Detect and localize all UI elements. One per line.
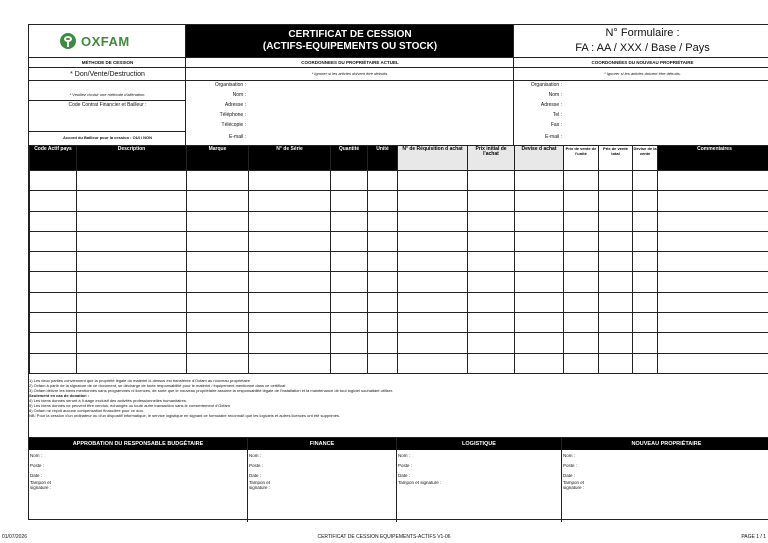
column-header: Prix de vente de l'unité xyxy=(564,146,599,171)
approval-field[interactable]: signature : xyxy=(30,485,52,490)
note-line: 6) Oxfam ne reçoit aucune compensation financière pour ce don. xyxy=(29,408,144,413)
table-cell[interactable] xyxy=(30,171,77,191)
table-cell[interactable] xyxy=(77,313,187,333)
column-header: Prix de vente total xyxy=(599,146,633,171)
table-row xyxy=(30,313,768,333)
note-line: 1) Les deux parties conviennent que la propriété légale du matériel ci-dessus est transférée d'Oxfam au nouveau propriétaire xyxy=(29,378,251,383)
table-cell[interactable] xyxy=(468,313,515,333)
table-cell[interactable] xyxy=(564,191,599,211)
table-cell[interactable] xyxy=(368,252,398,272)
table-cell[interactable] xyxy=(599,313,633,333)
table-cell[interactable] xyxy=(398,313,468,333)
current-owner-field[interactable]: Nom : xyxy=(232,92,246,98)
new-owner-title: COORDONNÉES DU NOUVEAU PROPRIÉTAIRE xyxy=(591,59,694,65)
table-cell[interactable] xyxy=(249,252,331,272)
table-cell[interactable] xyxy=(515,231,564,251)
column-header: Commentaires xyxy=(658,146,768,171)
table-cell[interactable] xyxy=(564,353,599,373)
table-cell[interactable] xyxy=(398,333,468,353)
approval-field[interactable]: Poste : xyxy=(398,463,413,468)
form-number-value: FA : AA / XXX / Base / Pays xyxy=(575,42,710,54)
table-row xyxy=(30,333,768,353)
approval-field[interactable]: Date : xyxy=(398,473,411,478)
page-title: CERTIFICAT DE CESSION xyxy=(288,29,412,40)
column-header: Quantité xyxy=(331,146,368,171)
new-owner-hint: * Ignorer si les articles doivent être détruits. xyxy=(604,71,681,76)
table-row xyxy=(30,292,768,312)
approval-field[interactable]: Tampon et xyxy=(563,480,585,485)
table-cell[interactable] xyxy=(468,211,515,231)
approval-field[interactable]: Tampon et signature : xyxy=(398,480,442,485)
table-cell[interactable] xyxy=(331,171,368,191)
table-row xyxy=(30,252,768,272)
table-cell[interactable] xyxy=(398,211,468,231)
table-cell[interactable] xyxy=(658,353,768,373)
column-header: Code Actif pays xyxy=(30,146,77,171)
table-cell[interactable] xyxy=(633,353,658,373)
table-cell[interactable] xyxy=(564,272,599,292)
table-cell[interactable] xyxy=(30,211,77,231)
note-line: 4) Les biens donnés seront à l'usage exclusif des activités professionnelles humanitaires. xyxy=(29,398,187,403)
table-cell[interactable] xyxy=(633,292,658,312)
table-cell[interactable] xyxy=(368,191,398,211)
method-hint: * Veuillez choisir une méthode d'aliénation. xyxy=(69,92,146,97)
table-cell[interactable] xyxy=(187,313,249,333)
table-cell[interactable] xyxy=(368,272,398,292)
table-cell[interactable] xyxy=(368,292,398,312)
table-cell[interactable] xyxy=(187,191,249,211)
table-cell[interactable] xyxy=(77,171,187,191)
approval-field[interactable]: Date : xyxy=(30,473,43,478)
table-cell[interactable] xyxy=(30,231,77,251)
table-cell[interactable] xyxy=(249,211,331,231)
table-cell[interactable] xyxy=(368,313,398,333)
table-cell[interactable] xyxy=(331,313,368,333)
current-owner-field[interactable]: Téléphone : xyxy=(219,112,246,118)
table-cell[interactable] xyxy=(368,353,398,373)
table-cell[interactable] xyxy=(599,292,633,312)
table-cell[interactable] xyxy=(249,333,331,353)
table-cell[interactable] xyxy=(398,272,468,292)
table-cell[interactable] xyxy=(331,292,368,312)
approval-field[interactable]: Date : xyxy=(563,473,576,478)
column-header: Description xyxy=(77,146,187,171)
table-row xyxy=(30,231,768,251)
table-cell[interactable] xyxy=(77,292,187,312)
table-cell[interactable] xyxy=(30,353,77,373)
table-cell[interactable] xyxy=(564,171,599,191)
approval-title: APPROBATION DU RESPONSABLE BUDGÉTAIRE xyxy=(29,438,247,450)
table-cell[interactable] xyxy=(398,231,468,251)
table-cell[interactable] xyxy=(249,272,331,292)
note-line: 3) Oxfam délivre les biens mentionnés sans programmes ni licences, de sorte que le nouveau propriétaire assume la responsabilité légale de l'installation et la maintenance de tout logiciel souhaitant utiliser. xyxy=(29,388,394,393)
note-line: 2) Oxfam à partir de la signature de ce document, se décharge de toute responsabilité pour le matériel / équipement mentionné dans ce certificat . xyxy=(29,383,288,388)
current-owner-field[interactable]: E-mail : xyxy=(229,134,246,140)
approval-title: FINANCE xyxy=(248,438,396,450)
method-title: MÉTHODE DE CESSION xyxy=(81,59,134,65)
form-number-cell xyxy=(514,25,768,58)
table-cell[interactable] xyxy=(515,272,564,292)
table-cell[interactable] xyxy=(468,252,515,272)
oxfam-logo-icon xyxy=(60,33,76,49)
table-cell[interactable] xyxy=(187,333,249,353)
table-cell[interactable] xyxy=(515,171,564,191)
table-row xyxy=(30,272,768,292)
table-cell[interactable] xyxy=(599,171,633,191)
terms-notes xyxy=(29,378,768,418)
table-cell[interactable] xyxy=(564,292,599,312)
table-cell[interactable] xyxy=(658,191,768,211)
certificate-form xyxy=(28,24,768,520)
table-cell[interactable] xyxy=(187,171,249,191)
table-cell[interactable] xyxy=(564,211,599,231)
table-cell[interactable] xyxy=(187,252,249,272)
table-cell[interactable] xyxy=(515,333,564,353)
table-cell[interactable] xyxy=(658,333,768,353)
current-owner-field[interactable]: Adresse : xyxy=(224,102,246,108)
table-row xyxy=(30,191,768,211)
column-header: Unité xyxy=(368,146,398,171)
approval-budget xyxy=(29,438,248,522)
table-cell[interactable] xyxy=(633,211,658,231)
table-row xyxy=(30,353,768,373)
table-cell[interactable] xyxy=(187,211,249,231)
footer-date: 01/07/2026 xyxy=(2,534,28,540)
table-cell[interactable] xyxy=(468,272,515,292)
table-cell[interactable] xyxy=(77,252,187,272)
approvals-section xyxy=(29,437,768,521)
table-cell[interactable] xyxy=(368,211,398,231)
current-owner-field[interactable]: Organisation : xyxy=(214,82,246,88)
column-header: Devise de la vente xyxy=(633,146,658,171)
new-owner-block xyxy=(514,58,768,145)
table-cell[interactable] xyxy=(77,191,187,211)
table-cell[interactable] xyxy=(658,231,768,251)
table-cell[interactable] xyxy=(187,272,249,292)
table-cell[interactable] xyxy=(249,292,331,312)
table-cell[interactable] xyxy=(30,252,77,272)
logo-cell xyxy=(29,25,186,58)
table-cell[interactable] xyxy=(599,231,633,251)
table-cell[interactable] xyxy=(398,252,468,272)
table-cell[interactable] xyxy=(331,353,368,373)
brand-name: OXFAM xyxy=(81,34,130,49)
column-header: N° de Réquisition d achat xyxy=(398,146,468,171)
table-cell[interactable] xyxy=(658,211,768,231)
table-cell[interactable] xyxy=(468,171,515,191)
table-cell[interactable] xyxy=(633,313,658,333)
page-subtitle: (ACTIFS-EQUIPEMENTS OU STOCK) xyxy=(262,41,438,52)
table-cell[interactable] xyxy=(515,191,564,211)
approval-field[interactable]: Nom : xyxy=(30,453,43,458)
method-value[interactable]: * Don/Vente/Destruction xyxy=(70,71,145,78)
current-owner-block xyxy=(186,58,514,145)
table-cell[interactable] xyxy=(633,191,658,211)
table-cell[interactable] xyxy=(633,272,658,292)
form-number-label: N° Formulaire : xyxy=(605,27,680,39)
table-cell[interactable] xyxy=(77,211,187,231)
approval-field[interactable]: Nom : xyxy=(249,453,262,458)
table-cell[interactable] xyxy=(249,191,331,211)
table-cell[interactable] xyxy=(515,313,564,333)
table-cell[interactable] xyxy=(187,292,249,312)
table-cell[interactable] xyxy=(249,313,331,333)
table-cell[interactable] xyxy=(30,313,77,333)
table-cell[interactable] xyxy=(564,231,599,251)
current-owner-field[interactable]: Télécopie : xyxy=(221,122,246,128)
column-header: Prix initial de l'achat xyxy=(468,146,515,171)
table-cell[interactable] xyxy=(599,333,633,353)
table-cell[interactable] xyxy=(398,171,468,191)
new-owner-field[interactable]: Fax : xyxy=(550,122,562,128)
approval-finance xyxy=(248,438,397,522)
items-table xyxy=(29,145,768,374)
approval-new-owner xyxy=(562,438,768,522)
table-cell[interactable] xyxy=(331,191,368,211)
table-cell[interactable] xyxy=(599,272,633,292)
column-header: Devise d achat xyxy=(515,146,564,171)
table-cell[interactable] xyxy=(249,353,331,373)
table-cell[interactable] xyxy=(468,231,515,251)
footer-document: CERTIFICAT DE CESSION EQUIPEMENTS-ACTIFS V1-06 xyxy=(317,534,451,540)
approval-field[interactable]: Nom : xyxy=(398,453,411,458)
table-cell[interactable] xyxy=(187,353,249,373)
new-owner-field[interactable]: Adresse : xyxy=(540,102,562,108)
footer-page: PAGE 1 / 1 xyxy=(741,534,766,540)
table-cell[interactable] xyxy=(77,333,187,353)
approval-title: LOGISTIQUE xyxy=(397,438,561,450)
table-cell[interactable] xyxy=(77,272,187,292)
table-cell[interactable] xyxy=(468,353,515,373)
table-cell[interactable] xyxy=(30,272,77,292)
table-cell[interactable] xyxy=(658,252,768,272)
table-cell[interactable] xyxy=(599,252,633,272)
table-row xyxy=(30,211,768,231)
approval-logistics xyxy=(397,438,562,522)
table-cell[interactable] xyxy=(633,252,658,272)
new-owner-field[interactable]: Organisation : xyxy=(530,82,562,88)
table-cell[interactable] xyxy=(30,191,77,211)
column-header: N° de Série xyxy=(249,146,331,171)
note-line: Seulement en cas de donation : xyxy=(29,393,90,398)
table-cell[interactable] xyxy=(398,292,468,312)
table-cell[interactable] xyxy=(564,333,599,353)
table-cell[interactable] xyxy=(77,353,187,373)
approval-field[interactable]: Poste : xyxy=(563,463,578,468)
new-owner-field[interactable]: Nom : xyxy=(548,92,562,98)
table-cell[interactable] xyxy=(249,231,331,251)
approval-field[interactable]: Tampon et xyxy=(249,480,271,485)
table-cell[interactable] xyxy=(633,171,658,191)
current-owner-hint: * Ignorer si les articles doivent être détruits. xyxy=(311,71,389,76)
table-cell[interactable] xyxy=(331,211,368,231)
table-cell[interactable] xyxy=(599,211,633,231)
table-cell[interactable] xyxy=(633,333,658,353)
table-cell[interactable] xyxy=(468,292,515,312)
contract-label: Code Contrat Financier et Bailleur : xyxy=(68,102,147,108)
table-cell[interactable] xyxy=(30,333,77,353)
table-cell[interactable] xyxy=(515,211,564,231)
new-owner-field[interactable]: E-mail : xyxy=(545,134,562,140)
table-cell[interactable] xyxy=(564,313,599,333)
approval-field[interactable]: Nom : xyxy=(563,453,576,458)
table-cell[interactable] xyxy=(77,231,187,251)
table-cell[interactable] xyxy=(368,333,398,353)
table-cell[interactable] xyxy=(249,171,331,191)
table-header-row xyxy=(30,146,768,171)
table-cell[interactable] xyxy=(633,231,658,251)
table-cell[interactable] xyxy=(30,292,77,312)
method-block xyxy=(29,58,186,145)
approval-field[interactable]: Poste : xyxy=(249,463,264,468)
approval-field[interactable]: signature : xyxy=(563,485,585,490)
table-cell[interactable] xyxy=(331,272,368,292)
title-cell xyxy=(186,25,514,58)
approval-field[interactable]: Poste : xyxy=(30,463,45,468)
column-header: Marque xyxy=(187,146,249,171)
table-cell[interactable] xyxy=(515,353,564,373)
approval-field[interactable]: Date : xyxy=(249,473,262,478)
table-cell[interactable] xyxy=(368,171,398,191)
table-cell[interactable] xyxy=(368,231,398,251)
note-line: 5) Les biens donnés ne peuvent être vendus, échangés ou toute autre transaction sans le consentement d'Oxfam xyxy=(29,403,230,408)
approval-field[interactable]: signature : xyxy=(249,485,271,490)
table-cell[interactable] xyxy=(398,191,468,211)
table-cell[interactable] xyxy=(187,231,249,251)
table-cell[interactable] xyxy=(599,191,633,211)
table-cell[interactable] xyxy=(599,353,633,373)
table-cell[interactable] xyxy=(515,292,564,312)
table-cell[interactable] xyxy=(658,171,768,191)
table-cell[interactable] xyxy=(331,231,368,251)
table-cell[interactable] xyxy=(515,252,564,272)
table-cell[interactable] xyxy=(564,252,599,272)
table-cell[interactable] xyxy=(658,313,768,333)
note-line: NB: Pour la cession d'un ordinateur ou d'un dispositif informatique, le service logistique en signant ce formulaire reconnaît que les logiciels et autres licences ont été supprimés. xyxy=(29,413,341,418)
approval-field[interactable]: Tampon et xyxy=(30,480,52,485)
table-cell[interactable] xyxy=(331,333,368,353)
approval-title: NOUVEAU PROPRIÉTAIRE xyxy=(562,438,768,450)
table-row xyxy=(30,171,768,191)
new-owner-field[interactable]: Tel : xyxy=(552,112,562,118)
table-cell[interactable] xyxy=(658,272,768,292)
table-cell[interactable] xyxy=(658,292,768,312)
table-cell[interactable] xyxy=(468,191,515,211)
table-cell[interactable] xyxy=(468,333,515,353)
current-owner-title: COORDONNEES DU PROPRIÉTAIRE ACTUEL xyxy=(301,59,399,65)
donor-agreement[interactable]: Accord du Bailleur pour la cession : OUI / NON xyxy=(63,135,152,140)
table-cell[interactable] xyxy=(331,252,368,272)
table-cell[interactable] xyxy=(398,353,468,373)
